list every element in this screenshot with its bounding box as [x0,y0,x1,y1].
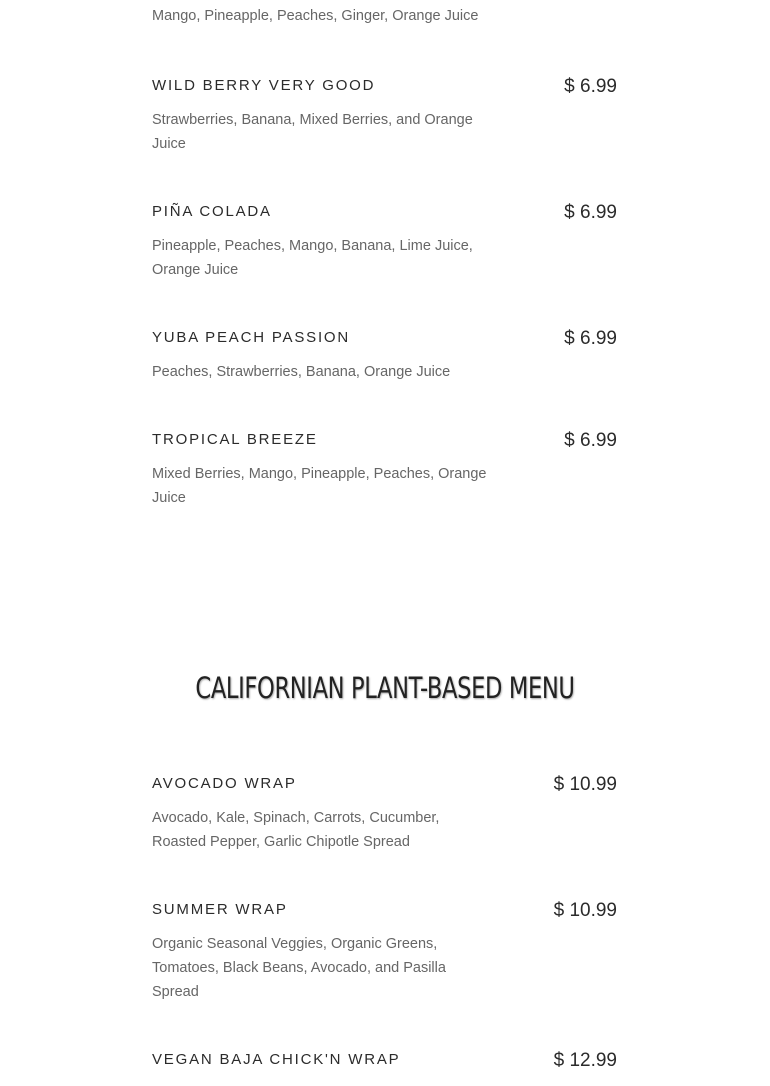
menu-item-price: $ 10.99 [553,900,617,921]
menu-item-name: PIÑA COLADA [152,203,272,220]
menu-item-name: WILD BERRY VERY GOOD [152,77,376,94]
menu-item-price: $ 6.99 [564,202,617,223]
menu-item-description: Avocado, Kale, Spinach, Carrots, Cucumber, Roasted Pepper, Garlic Chipotle Spread [152,810,440,850]
menu-item-description: Strawberries, Banana, Mixed Berries, and Orange Juice [152,112,473,152]
menu-item-description: Peaches, Strawberries, Banana, Orange Juice [152,364,451,380]
menu-item-description: Mixed Berries, Mango, Pineapple, Peaches, Orange Juice [152,466,487,506]
menu-item-description: Pineapple, Peaches, Mango, Banana, Lime Juice, Orange Juice [152,238,473,278]
menu-item-name: YUBA PEACH PASSION [152,329,351,346]
menu-item-name: VEGAN BAJA CHICK'N WRAP [152,1051,401,1068]
menu-item-name: SUMMER WRAP [152,901,288,918]
menu-item-price: $ 12.99 [553,1050,617,1071]
menu-item-description: Mango, Pineapple, Peaches, Ginger, Orange Juice [152,8,479,24]
menu-item-price: $ 6.99 [564,328,617,349]
menu-item-name: AVOCADO WRAP [152,775,297,792]
menu-item-price: $ 6.99 [564,430,617,451]
menu-item-description: Organic Seasonal Veggies, Organic Greens, Tomatoes, Black Beans, Avocado, and Pasilla Spread [152,936,446,1000]
menu-item-name: TROPICAL BREEZE [152,431,318,448]
menu-item-price: $ 6.99 [564,76,617,97]
menu-item-price: $ 10.99 [553,774,617,795]
section-title: CALIFORNIAN PLANT-BASED MENU [195,671,575,705]
